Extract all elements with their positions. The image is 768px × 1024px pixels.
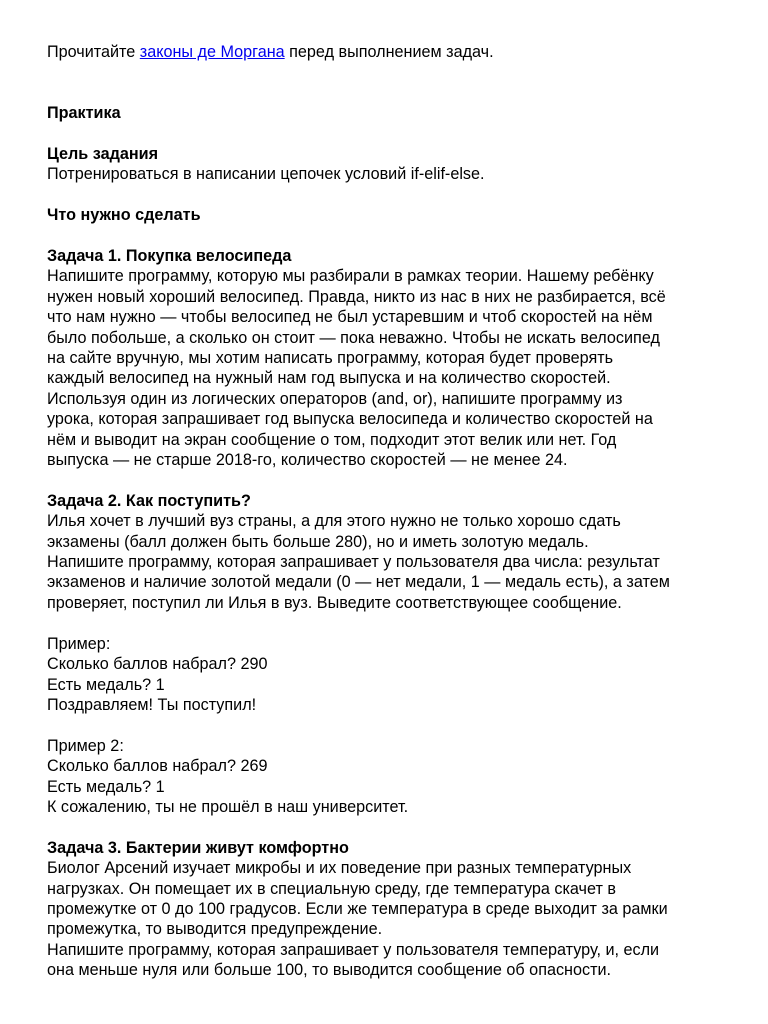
text-line: на сайте вручную, мы хотим написать программу, которая будет проверять (47, 349, 614, 368)
de-morgan-link[interactable]: законы де Моргана (139, 43, 285, 61)
task3-heading: Задача 3. Бактерии живут комфортно (47, 838, 349, 857)
text-line: было побольше, а сколько он стоит — пока неважно. Чтобы не искать велосипед (47, 328, 660, 347)
example-line: Пример: (47, 634, 111, 653)
example-line: К сожалению, ты не прошёл в наш университет. (47, 797, 409, 816)
text-line: Напишите программу, которая запрашивает у пользователя два числа: результат (47, 553, 660, 572)
text-line: урока, которая запрашивает год выпуска велосипеда и количество скоростей на (47, 410, 653, 429)
goal-heading: Цель задания (47, 145, 159, 163)
todo-heading: Что нужно сделать (47, 206, 201, 225)
text-line: промежутке от 0 до 100 градусов. Если же температура в среде выходит за рамки (47, 899, 668, 918)
task2-heading: Задача 2. Как поступить? (47, 491, 251, 510)
task2-example-2 (47, 736, 737, 818)
document-page (47, 42, 737, 981)
text-line: Используя один из логических операторов (and, or), напишите программу из (47, 389, 623, 408)
text-line: проверяет, поступил ли Илья в вуз. Выведите соответствующее сообщение. (47, 593, 622, 612)
text-line: она меньше нуля или больше 100, то выводится сообщение об опасности. (47, 961, 612, 980)
intro-paragraph (47, 42, 737, 62)
text-line: экзамены (балл должен быть больше 280), но и иметь золотую медаль. (47, 532, 589, 551)
example-line: Сколько баллов набрал? 269 (47, 757, 268, 776)
example-line: Поздравляем! Ты поступил! (47, 695, 257, 714)
example-line: Пример 2: (47, 736, 124, 755)
task3-body (47, 858, 737, 980)
text-line: экзаменов и наличие золотой медали (0 — нет медали, 1 — медаль есть), а затем (47, 573, 670, 592)
text-line: выпуска — не старше 2018-го, количество скоростей — не менее 24. (47, 451, 568, 470)
section-title: Практика (47, 104, 121, 123)
text-line: Илья хочет в лучший вуз страны, а для этого нужно не только хорошо сдать (47, 512, 621, 531)
task1-heading: Задача 1. Покупка велосипеда (47, 247, 292, 265)
intro-suffix: перед выполнением задач. (284, 43, 494, 61)
text-line: что нам нужно — чтобы велосипед не был устаревшим и чтоб скоростей на нём (47, 308, 653, 327)
example-line: Сколько баллов набрал? 290 (47, 655, 268, 674)
text-line: нужен новый хороший велосипед. Правда, никто из нас в них не разбирается, всё (47, 287, 666, 306)
text-line: промежутка, то выводится предупреждение. (47, 920, 383, 939)
text-line: каждый велосипед на нужный нам год выпуска и на количество скоростей. (47, 369, 611, 388)
task2-body (47, 511, 737, 613)
text-line: Напишите программу, которую мы разбирали в рамках теории. Нашему ребёнку (47, 267, 654, 286)
text-line: нагрузках. Он помещает их в специальную среду, где температура скачет в (47, 879, 616, 898)
intro-prefix: Прочитайте (47, 43, 140, 61)
text-line: нём и выводит на экран сообщение о том, подходит этот велик или нет. Год (47, 430, 617, 449)
text-line: Биолог Арсений изучает микробы и их поведение при разных температурных (47, 859, 632, 878)
task2-example-1 (47, 634, 737, 716)
example-line: Есть медаль? 1 (47, 675, 165, 694)
example-line: Есть медаль? 1 (47, 777, 165, 796)
text-line: Напишите программу, которая запрашивает у пользователя температуру, и, если (47, 940, 660, 959)
task1-body (47, 266, 737, 470)
goal-text: Потренироваться в написании цепочек условий if-elif-else. (47, 165, 485, 184)
